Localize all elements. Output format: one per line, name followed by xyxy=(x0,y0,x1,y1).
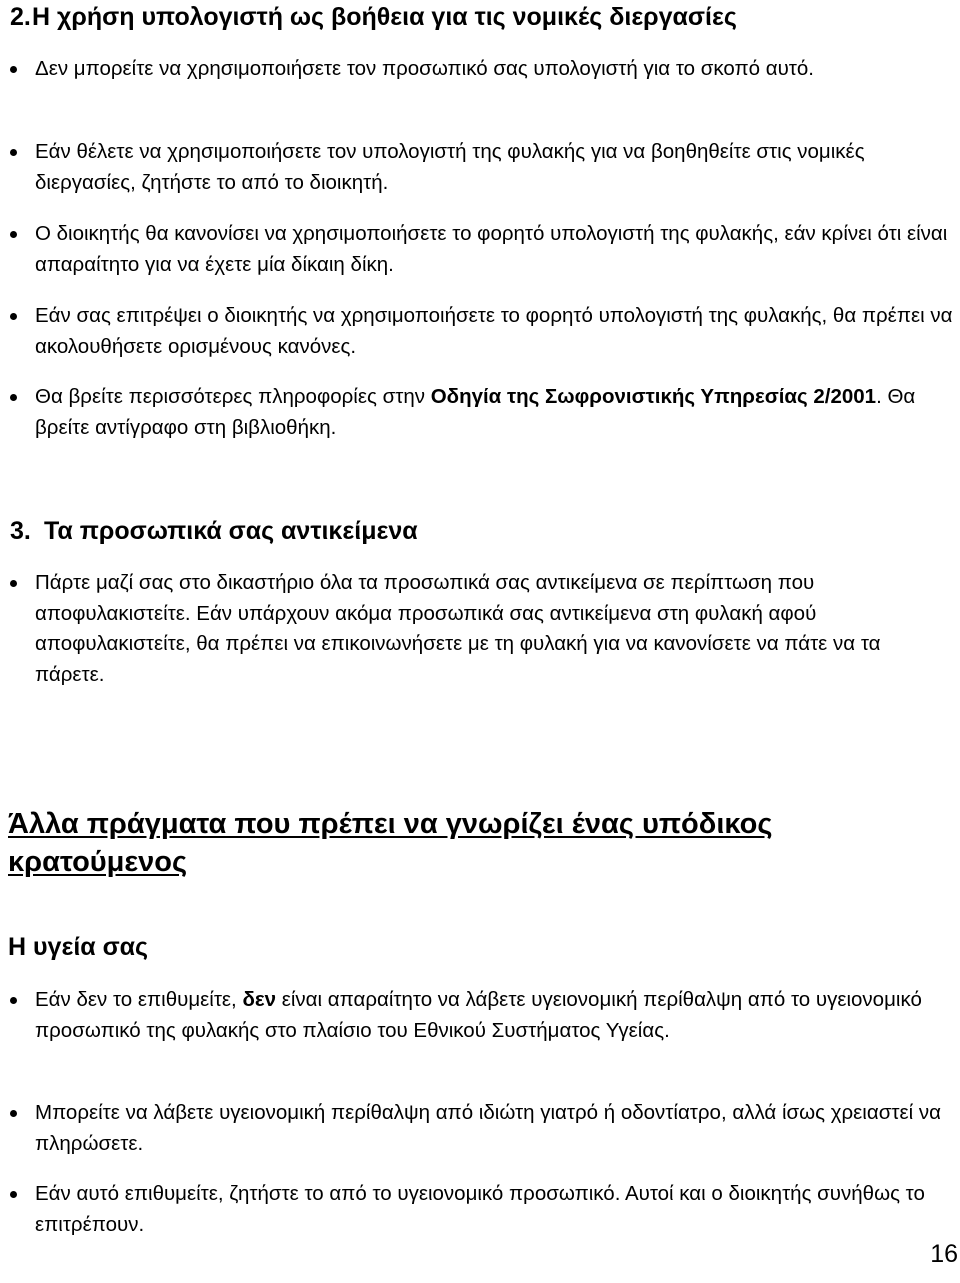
health-heading: Η υγεία σας xyxy=(8,933,149,961)
list-item-text: Εάν αυτό επιθυμείτε, ζητήστε το από το υγειονομικό προσωπικό. Αυτοί και ο διοικητής συνήθως το επιτρέπουν. xyxy=(35,1182,925,1236)
bullet-icon xyxy=(10,997,17,1004)
list-item-text: Θα βρείτε περισσότερες πληροφορίες στην xyxy=(35,385,431,408)
list-item-text: Εάν σας επιτρέψει ο διοικητής να χρησιμοποιήσετε το φορητό υπολογιστή της φυλακής, θα πρέπει να ακολουθήσετε ορισμένους κανόνες. xyxy=(35,304,953,358)
directive-reference: Οδηγία της Σωφρονιστικής Υπηρεσίας 2/2001 xyxy=(430,385,877,408)
bullet-icon xyxy=(10,580,17,587)
list-item xyxy=(35,219,953,280)
section-2-heading xyxy=(10,2,737,32)
list-item-text: Πάρτε μαζί σας στο δικαστήριο όλα τα προσωπικά σας αντικείμενα σε περίπτωση που αποφυλακιστείτε. Εάν υπάρχουν ακόμα προσωπικά σας αντικείμενα στη φυλακή αφού αποφυλακιστείτε, θα πρέπει να επικοινωνήσετε με τη φυλακή για να κανονίσετε να πάτε να τα πάρετε. xyxy=(35,571,881,686)
bullet-icon xyxy=(10,394,17,401)
list-item xyxy=(35,1179,953,1240)
list-item xyxy=(35,54,953,85)
bullet-icon xyxy=(10,66,17,73)
section-number: 3. xyxy=(10,517,31,545)
section-title: Τα προσωπικά σας αντικείμενα xyxy=(44,517,418,545)
list-item xyxy=(35,985,953,1046)
list-item-text: . Θα βρείτε αντίγραφο στη βιβλιοθήκη. xyxy=(35,385,916,439)
bullet-icon xyxy=(10,313,17,320)
bullet-icon xyxy=(10,1191,17,1198)
list-item-text: Εάν θέλετε να χρησιμοποιήσετε τον υπολογιστή της φυλακής για να βοηθηθείτε στις νομικές διεργασίες, ζητήστε το από το διοικητή. xyxy=(35,140,865,194)
section-title: Η χρήση υπολογιστή ως βοήθεια για τις νομικές διεργασίες xyxy=(32,3,737,31)
list-item-text: Μπορείτε να λάβετε υγειονομική περίθαλψη από ιδιώτη γιατρό ή οδοντίατρο, αλλά ίσως χρειαστεί να πληρώσετε. xyxy=(35,1101,941,1155)
list-item xyxy=(35,568,953,690)
list-item-text: είναι απαραίτητο να λάβετε υγειονομική περίθαλψη από το υγειονομικό προσωπικό της φυλακής στο πλαίσιο του Εθνικού Συστήματος Υγείας. xyxy=(35,988,922,1042)
list-item xyxy=(35,137,953,198)
section-3-heading xyxy=(10,516,418,546)
list-item-text: Εάν δεν το επιθυμείτε, xyxy=(35,988,243,1011)
list-item xyxy=(35,301,953,362)
list-item xyxy=(35,1098,953,1159)
list-item-text: Δεν μπορείτε να χρησιμοποιήσετε τον προσωπικό σας υπολογιστή για το σκοπό αυτό. xyxy=(35,57,814,80)
list-item xyxy=(35,382,953,443)
page-number: 16 xyxy=(930,1240,958,1268)
section-number: 2. xyxy=(10,3,31,31)
emphasis-text: δεν xyxy=(242,988,277,1011)
bullet-icon xyxy=(10,149,17,156)
bullet-icon xyxy=(10,1110,17,1117)
bullet-icon xyxy=(10,231,17,238)
main-heading: Άλλα πράγματα που πρέπει να γνωρίζει ένας υπόδικος κρατούμενος xyxy=(8,808,773,878)
list-item-text: Ο διοικητής θα κανονίσει να χρησιμοποιήσετε το φορητό υπολογιστή της φυλακής, εάν κρίνει ότι είναι απαραίτητο για να έχετε μία δίκαιη δίκη. xyxy=(35,222,948,276)
